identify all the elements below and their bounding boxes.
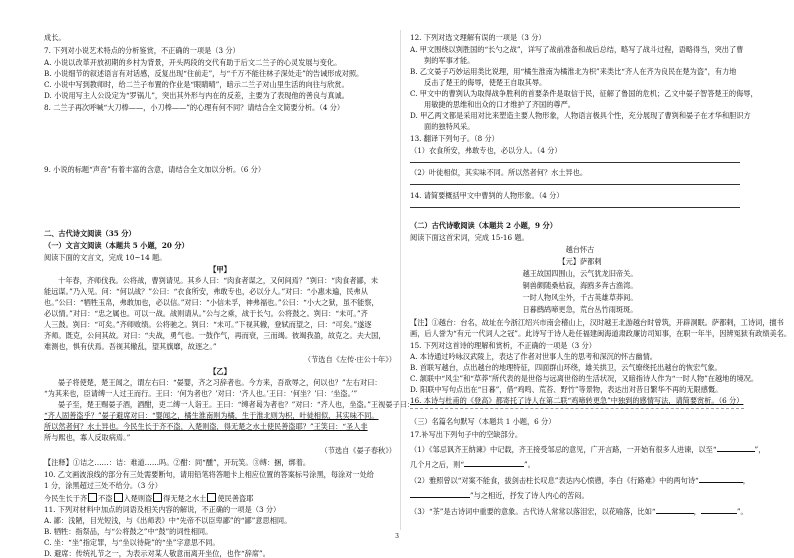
q11-stem: 11. 下列对材料中加点的词语及相关内容的解说，不正确的一项是（3 分）: [44, 505, 281, 514]
q17-1-text-2: 几个月之后，则“: [410, 460, 464, 469]
q17-2-comma: ，: [742, 476, 750, 485]
q17-3-comma: ，: [693, 507, 701, 516]
q7-option-d: D. 小说用写主人公设定为“罗锅儿”，突出其外形与内在的反差，主要为了表现他的善良与真诚。: [44, 91, 349, 100]
answer-line[interactable]: [410, 184, 740, 185]
poem-line: 一时人物风尘外，千古英雄草莽间。: [522, 293, 638, 302]
poem-author: 【元】萨都剌: [558, 257, 602, 266]
q13-sentence-1: （1）衣食所安，弗敢专也，必以分人。（4 分）: [410, 146, 562, 155]
jia-line: 能远谋。”乃入见。问：“何以战？”公曰：“衣食所安，弗敢专也，必以分人。”对曰：“小惠未遍，民弗从: [44, 287, 368, 296]
poem-title: 越台怀古: [565, 245, 595, 254]
sub1-title: （一）文言文阅读（本题共 5 小题，20 分）: [44, 241, 189, 250]
q12-option: D. 甲乙两文都是采用对比来塑造主要人物形象，人物语言极具个性，充分展现了曹刿和晏子在才华和胆识方: [410, 111, 751, 120]
q9-stem: 9. 小说的标题“声音”有着丰富的含意，请结合全文加以分析。（6 分）: [44, 165, 266, 174]
q15-option-a: A. 本诗通过吟咏汉武陵上，表达了作者对世事人生的思考和深沉的怀古幽情。: [410, 352, 657, 361]
q15-option-b: B. 首联写越台，点出越台的地理特征，四面群山环绕，雄关拱卫，云气缭绕托出越台的恢宏气象。: [410, 363, 722, 372]
q11-option-c: C. 坐：“坐”指定罪，与“坐以待毙”的“坐”字意思不同。: [44, 538, 220, 547]
q12-option: 用敏捷的思维和出众的口才维护了齐国的尊严。: [424, 100, 575, 109]
blank[interactable]: [656, 513, 694, 514]
jia-line: 必以情。”对曰：“忠之属也。可以一战。战则请从。”公与之乘，战于长勺。公将鼓之。刿曰：“未可。”齐: [44, 309, 368, 318]
yi-label: 【乙】: [209, 367, 231, 376]
poem-line: 铜兽颇随桑枯寂，海鸥多奔古渔湾。: [522, 281, 638, 290]
sub1-instruction: 阅读下面的文言文，完成 10~14 题。: [44, 253, 167, 262]
q12-option: A. 甲文围绕以刿胜国的“长勺之战”，详写了战前准备和战后总结，略写了战斗过程，语略得当，突出了曹: [410, 45, 744, 54]
yi-line: 所与熙也，寡人反取病焉。”: [44, 433, 131, 442]
answer-line[interactable]: [410, 207, 740, 208]
q10-text-b: 入楚则盗: [123, 494, 153, 503]
q12-option: C. 甲文中的曹刿认为取得战争胜利的首要条件是取信于民，征解了鲁国的危机；乙文中晏子智答楚王的侮辱，: [410, 89, 758, 98]
q15-option-d: D. 阳联中写句点出在“日暮”，借“鸡鸣、荒苔、野竹”等景物，表达出对昔日繁华不再的无限感慨。: [410, 385, 723, 394]
blank[interactable]: [717, 451, 755, 452]
answer-box-b[interactable]: [114, 493, 123, 502]
q17-1-punct-2: ”。: [524, 460, 535, 469]
q12-option: B. 乙文晏子巧妙运用类比说理，用“橘生淮南为橘淮北为枳”来类比“齐人在齐为良民在楚为盗”，有力地: [410, 67, 737, 76]
yi-line: 晏子至，楚王赐晏子酒，酒酣，吏二缚一人诣王。王曰：“缚者曷为者也？”对曰：“齐人也，坐盗。”王视晏子曰：: [58, 400, 415, 409]
q17-2-text-2: ”与之相近，抒发了诗人内心的苦闷。: [470, 491, 589, 500]
q17-3: [410, 507, 748, 516]
q14-stem: 14. 请简要概括甲文中曹刿的人物形象。（4 分）: [410, 191, 564, 200]
q7-option-b: B. 小说细节的叙述语言有对话感，反复出现“住前走”，与“千万不能往林子深处走”的告诫形成对照。: [44, 69, 364, 78]
q12-stem: 12. 下列对选文理解有误的一项是（3 分）: [410, 33, 546, 42]
q10-sentence: [44, 493, 253, 503]
q7-fragment: 成长。: [44, 33, 66, 42]
section2-title: 二、古代诗文阅读（35 分）: [44, 229, 136, 238]
jia-line: 人三鼓。刿曰：“可矣。”齐师败绩。公将驰之。刿曰：“未可。”下视其辙，登轼而望之，曰：“可矣。”遂逐: [44, 320, 372, 329]
answer-box-d[interactable]: [207, 493, 216, 502]
q10-text-a: 今民生长于齐: [44, 494, 88, 503]
q17-1-cont: [410, 460, 535, 469]
yi-line: “为其来也，臣请缚一人过王而行。王曰：‘何为者也？’对曰：‘齐人也。’王曰：‘何坐？’曰：‘坐盗。’”: [44, 389, 358, 398]
q17-2-cont: [410, 491, 589, 500]
q7-option-c: C. 小说中写到教师时，给二兰子布置的作业是“眼睛晴”，暗示二兰子对山里生活的向往与欣赏。: [44, 80, 349, 89]
q12-option: 面的独特风采。: [424, 122, 475, 131]
q11-option-b: B. 牺牲：指祭品，与“公将鼓之”中“鼓”的词性相同。: [44, 527, 213, 536]
q10-stem: 10. 乙文画波浪线的部分有三处需要断句，请用铅笔将答题卡上相应位置的答案标号涂黑，每涂对一处给: [44, 470, 374, 479]
q12-option: 反击了楚王的侮辱，使楚王自取其辱。: [424, 78, 547, 87]
poem-line: 日暮鹧鸪啼更急，荒台丛竹雨斑斑。: [522, 305, 638, 314]
blank[interactable]: [464, 466, 524, 467]
poem-note: 画，后人誉为“有元一代词人之冠”。此诗写于诗人赴任福建闽海道肃政廉访司知事，在职一年半，因辨冤狱有政绩美名。: [410, 329, 792, 338]
q10-text-d: 使民善盗耶: [217, 494, 254, 503]
q17-1-text: （1）《邹忌讽齐王纳谏》中记载，齐王接受邹忌的意见，广开言路，一开始有很多人进谏，以至“: [410, 445, 717, 454]
q10-stem-2: 1 分，涂黑超过三处不给分。（3 分）: [44, 481, 162, 490]
dashed-separator: [410, 408, 744, 409]
q13-stem: 13. 翻译下列句子。（8 分）: [410, 134, 499, 143]
q11-option-d: D. 避席：传统礼节之一，为表示对某人敬意而离开坐位，也作“辞席”。: [44, 549, 270, 558]
right-column: [410, 0, 792, 550]
q13-sentence-2: （2）叶徒相似，其实味不同。所以然者何？水土异也。: [410, 168, 588, 177]
q17-3-end: ”。: [736, 507, 748, 516]
jia-line: 十年春，齐师伐我。公将战，曹刿请见。其乡人曰：“肉食者谋之，又何间焉？”刿曰：“肉食者鄙，未: [58, 276, 379, 285]
q7-option-a: A. 小说以改革开放初期的乡村为背景，开头两段的交代有助于后文二兰子的心灵发展与变化。: [44, 58, 342, 67]
q11-option-a: A. 鄙：浅陋，目光短浅，与《出师表》中“先帝不以臣卑鄙”的“鄙”意思相同。: [44, 516, 292, 525]
q16-stem: 16. 本诗与杜甫的《登高》都寄托了诗人在第二联“鸡啼转更急”中独到的感情写法，请简要赏析。（6 分）: [410, 396, 744, 405]
jia-line: 齐师。既克，公问其故。对曰：“夫战，勇气也。一鼓作气，再而衰，三而竭。彼竭我盈，故克之。夫大国，: [44, 331, 386, 340]
blank[interactable]: [699, 482, 743, 483]
jia-label: 【甲】: [209, 265, 231, 274]
poem-line: 越王故国四围山，云气犹龙旧帝关。: [522, 269, 638, 278]
q8-stem: 8. 二兰子再次呼喊“大刀棒——，小刀棒——”的心理有何不同？请结合全文简要分析。（4 分）: [44, 103, 345, 112]
page-number: 3: [395, 533, 399, 540]
q10-text-a2: 不盗: [98, 494, 113, 503]
q10-text-c: 得无楚之水土: [163, 494, 207, 503]
q17-2: [410, 476, 750, 485]
yi-source: （节选自《晏子春秋》）: [320, 446, 396, 455]
jia-line: 难测也，惧有伏焉。吾视其辙乱，望其旗靡，故逐之。”: [44, 342, 217, 351]
answer-box-c[interactable]: [153, 493, 162, 502]
poem-note: 【注】①越台：台名，故址在今浙江绍兴市南会稽山上，汉时越王北游越台时曾筑，开辟洞眠。萨都剌，工诗词，擅书: [410, 318, 784, 327]
q17-1: [410, 445, 765, 454]
q17-2-text: （2）雅照曾以“对案不能食，拔剑击柱长叹息”表达内心愤懑，李白《行路难》中的两句诗“: [410, 476, 699, 485]
blank[interactable]: [410, 497, 470, 498]
sub2-instruction: 阅读下面这首宋词，完成 15-16 题。: [410, 233, 529, 242]
sec3-title: （三）名篇名句默写（本题共 1 小题，6 分）: [410, 417, 556, 426]
q7-stem: 7. 下列对小说艺术特点的分析鉴赏，不正确的一项是（3 分）: [44, 46, 240, 55]
q17-3-text: （3）“茶”是古诗词中重要的意象。古代诗人常常以落泪宏，以花喻落，比如“: [410, 507, 656, 516]
blank[interactable]: [701, 513, 737, 514]
answer-line[interactable]: [410, 162, 740, 163]
q12-option: 刿的军事才能。: [424, 56, 475, 65]
q17-stem: 17.补写出下列句子中的空缺部分。: [410, 430, 523, 439]
answer-box-a[interactable]: [88, 493, 97, 502]
notes: 【注释】①诘之……：诘：难道……吗。②酣：同“醺”，开玩笑。③缚：捆，绑着。: [44, 458, 311, 467]
left-column: [44, 0, 415, 558]
q15-stem: 15. 下列对这首诗的理解和赏析，不正确的一项是（3 分）: [410, 341, 596, 350]
column-divider: [400, 30, 401, 530]
q17-1-punct: ”，: [754, 445, 766, 454]
sub2-title: （二）古代诗歌阅读（本题共 2 小题，9 分）: [410, 221, 557, 230]
q15-option-c: C. 颔联中“风尘”和“草莽”所代表的是世俗与远离世俗的生活状况，又暗指诗人作为“一时人物”在越地的境况。: [410, 374, 759, 383]
yi-line: 所以然者何？水土异也。今民生长于齐不盗，入楚则盗，得无楚之水土使民善盗耶？”王笑曰：“圣人非: [44, 422, 368, 431]
jia-line: 也。”公曰：“牺牲玉帛，弗敢加也，必以信。”对曰：“小信未孚，神弗福也。”公曰：“小大之狱，虽不能察，: [44, 298, 379, 307]
yi-line: “齐人固善盗乎？”晏子避席对曰：“婴闻之，橘生淮南则为橘，生于淮北则为枳，叶徒相似，其实味不同。: [44, 411, 379, 420]
yi-line: 晏子将使楚，楚王闻之，谓左右曰：“晏婴，齐之习辞者也。今方来，吾欲辱之，何以也？”左右对曰：: [58, 378, 382, 387]
jia-source: （节选自《左传·庄公十年》）: [303, 355, 396, 364]
